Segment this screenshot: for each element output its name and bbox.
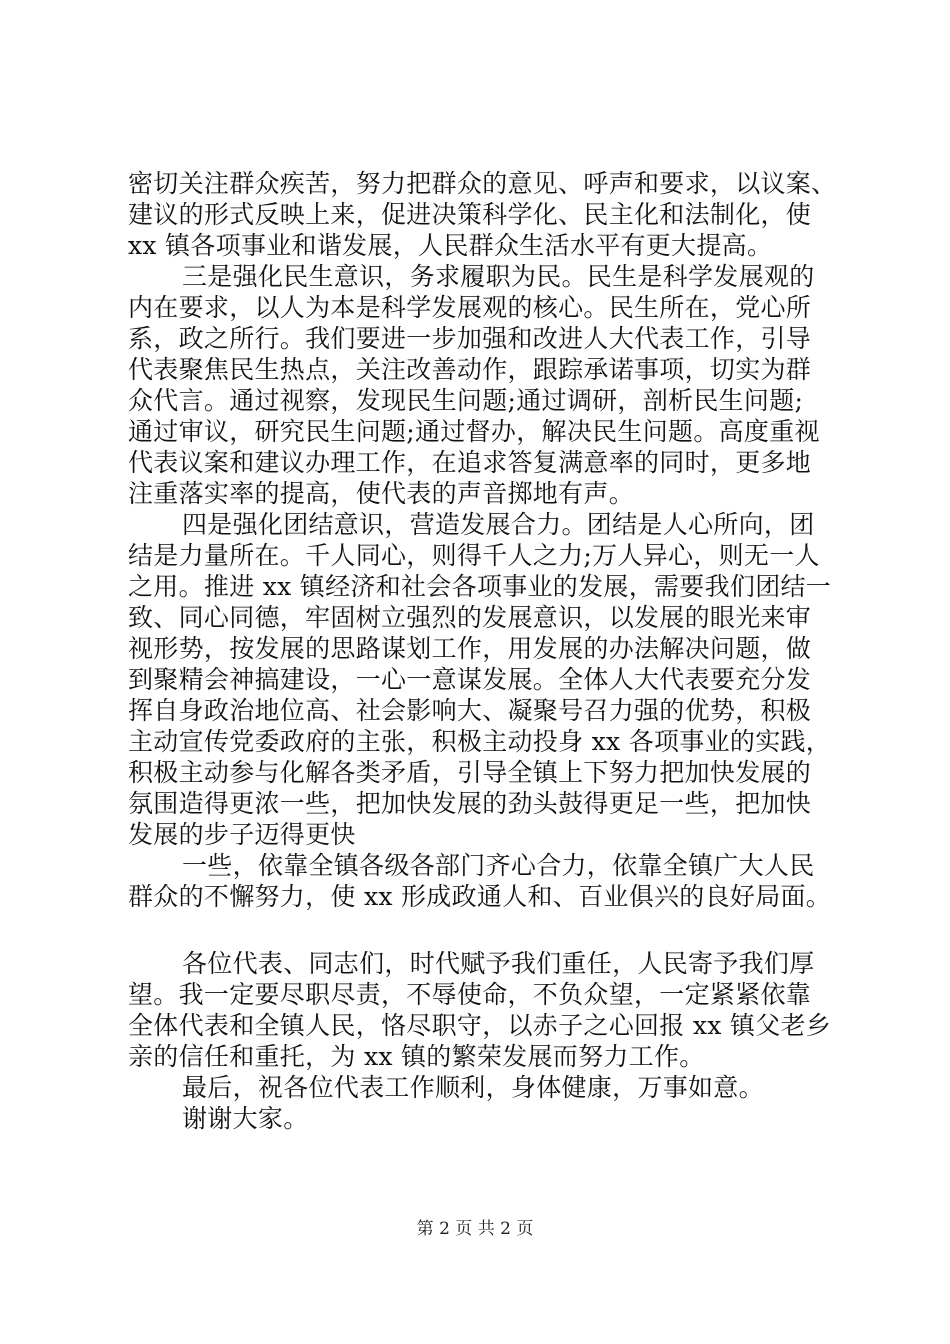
paragraph-5-line: 各位代表、同志们，时代赋予我们重任，人民寄予我们厚 xyxy=(182,949,815,978)
paragraph-2-line: 系，政之所行。我们要进一步加强和改进人大代表工作，引导 xyxy=(128,324,812,353)
paragraph-3-line: 视形势，按发展的思路谋划工作，用发展的办法解决问题，做 xyxy=(128,634,812,663)
closing-wishes: 最后，祝各位代表工作顺利，身体健康，万事如意。 xyxy=(182,1073,764,1102)
paragraph-3-line: 四是强化团结意识，营造发展合力。团结是人心所向，团 xyxy=(182,510,815,539)
paragraph-1-line: xx 镇各项事业和谐发展，人民群众生活水平有更大提高。 xyxy=(128,231,773,260)
paragraph-spacer xyxy=(128,912,828,948)
paragraph-5-line: 亲的信任和重托，为 xx 镇的繁荣发展而努力工作。 xyxy=(128,1042,705,1071)
paragraph-3-line: 结是力量所在。千人同心，则得千人之力;万人异心，则无一人 xyxy=(128,541,820,570)
paragraph-3-line: 挥自身政治地位高、社会影响大、凝聚号召力强的优势，积极 xyxy=(128,696,812,725)
paragraph-3-line: 主动宣传党委政府的主张，积极主动投身 xx 各项事业的实践， xyxy=(128,727,832,756)
paragraph-3-line: 积极主动参与化解各类矛盾，引导全镇上下努力把加快发展的 xyxy=(128,758,812,787)
paragraph-3-line: 氛围造得更浓一些，把加快发展的劲头鼓得更足一些，把加快 xyxy=(128,789,812,818)
paragraph-2-line: 三是强化民生意识，务求履职为民。民生是科学发展观的 xyxy=(182,262,815,291)
closing-thanks: 谢谢大家。 xyxy=(182,1104,309,1133)
paragraph-4-line: 群众的不懈努力，使 xx 形成政通人和、百业俱兴的良好局面。 xyxy=(128,882,832,911)
paragraph-2-line: 通过审议，研究民生问题;通过督办，解决民生问题。高度重视 xyxy=(128,417,820,446)
paragraph-2-line: 众代言。通过视察，发现民生问题;通过调研，剖析民生问题; xyxy=(128,386,804,415)
paragraph-5-line: 全体代表和全镇人民，恪尽职守，以赤子之心回报 xx 镇父老乡 xyxy=(128,1011,832,1040)
paragraph-2-line: 代表议案和建议办理工作，在追求答复满意率的同时，更多地 xyxy=(128,448,812,477)
paragraph-3-line: 发展的步子迈得更快 xyxy=(128,820,356,849)
paragraph-1-line: 建议的形式反映上来，促进决策科学化、民主化和法制化，使 xyxy=(128,200,812,229)
paragraph-3-line: 致、同心同德，牢固树立强烈的发展意识，以发展的眼光来审 xyxy=(128,603,812,632)
page-footer: 第 2 页 共 2 页 xyxy=(416,1219,534,1239)
paragraph-2-line: 内在要求，以人为本是科学发展观的核心。民生所在，党心所 xyxy=(128,293,812,322)
paragraph-2-line: 注重落实率的提高，使代表的声音掷地有声。 xyxy=(128,479,635,508)
paragraph-1-line: 密切关注群众疾苦，努力把群众的意见、呼声和要求，以议案、 xyxy=(128,169,837,198)
paragraph-2-line: 代表聚焦民生热点，关注改善动作，跟踪承诺事项，切实为群 xyxy=(128,355,812,384)
paragraph-5-line: 望。我一定要尽职尽责，不辱使命，不负众望，一定紧紧依靠 xyxy=(128,980,812,1009)
document-body xyxy=(128,168,837,1134)
paragraph-3-line: 之用。推进 xx 镇经济和社会各项事业的发展，需要我们团结一 xyxy=(128,572,832,601)
paragraph-3-line: 到聚精会神搞建设，一心一意谋发展。全体人大代表要充分发 xyxy=(128,665,812,694)
paragraph-4-line: 一些，依靠全镇各级各部门齐心合力，依靠全镇广大人民 xyxy=(182,851,815,880)
